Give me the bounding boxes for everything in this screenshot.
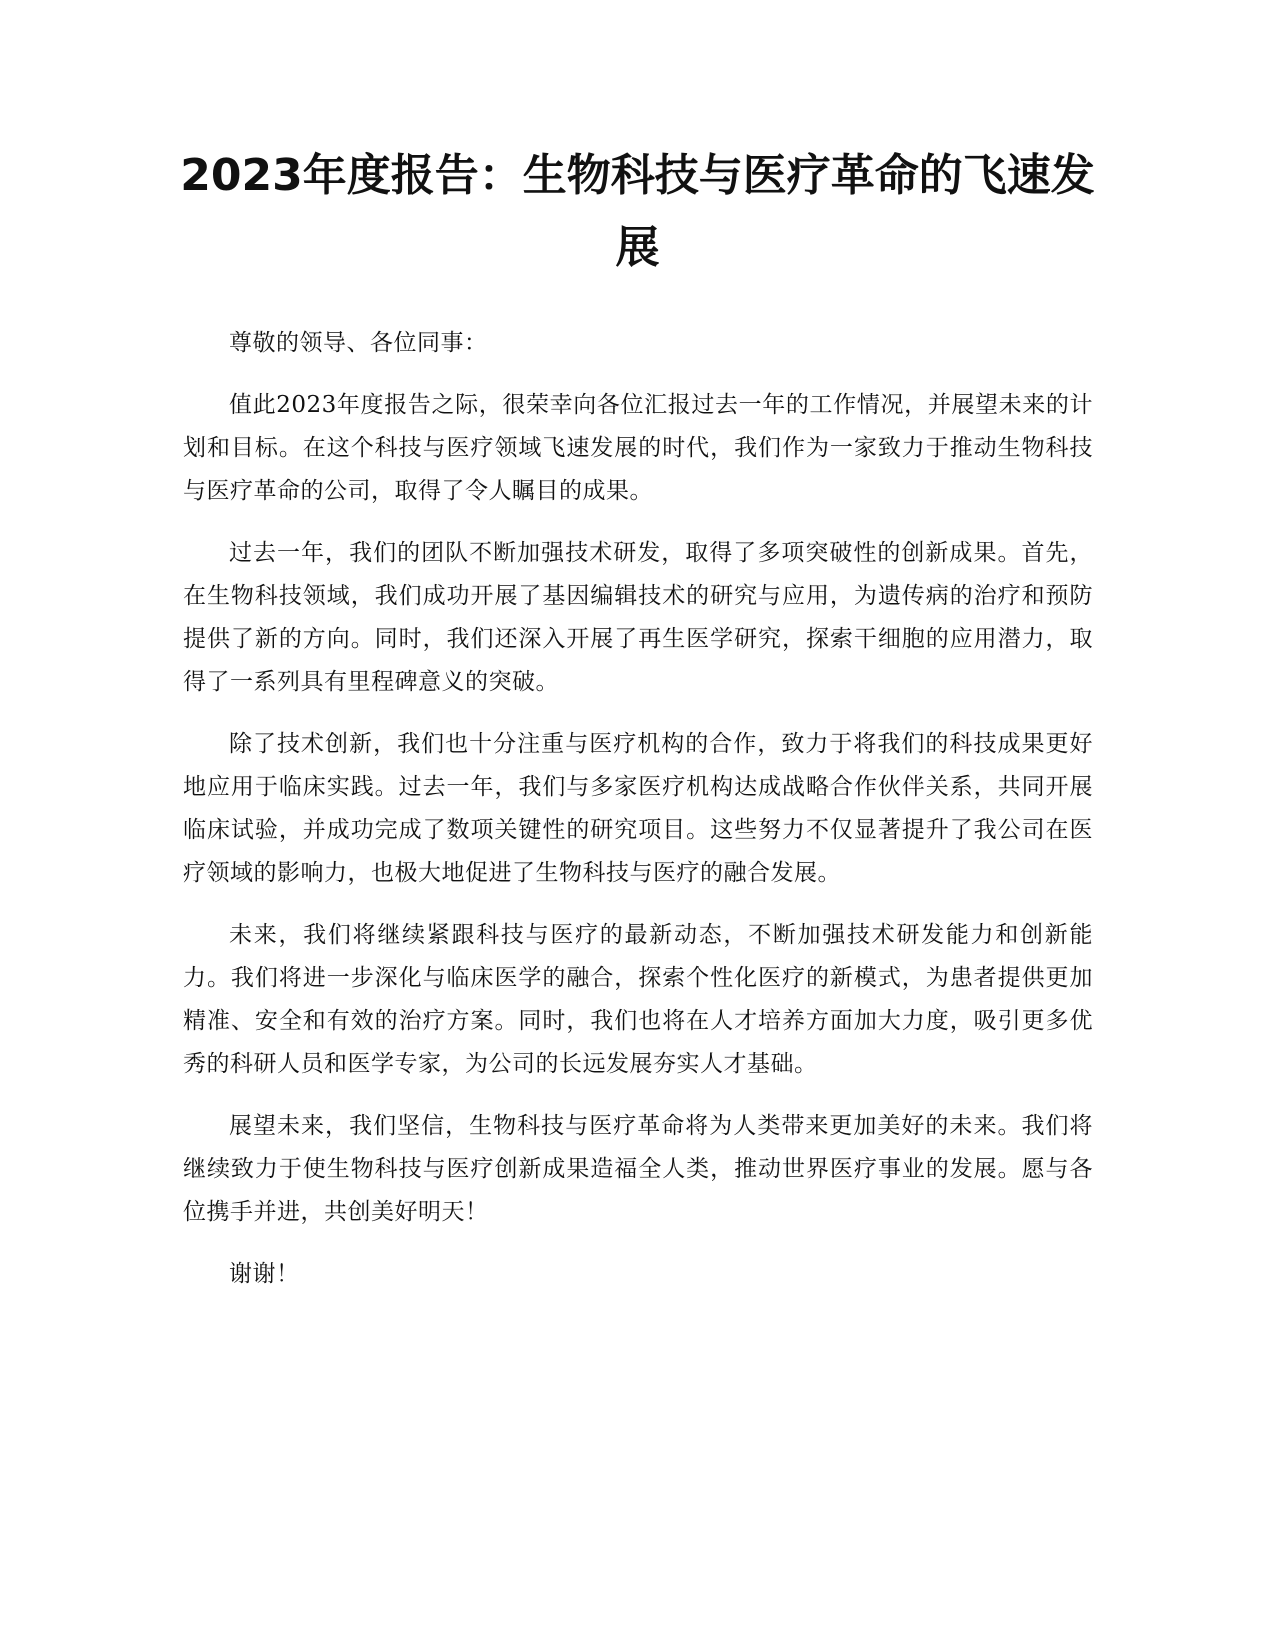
cooperation-paragraph: 除了技术创新，我们也十分注重与医疗机构的合作，致力于将我们的科技成果更好地应用于临床实践。过去一年，我们与多家医疗机构达成战略合作伙伴关系，共同开展临床试验，并成功完成了数项关键性的研究项目。这些努力不仅显著提升了我公司在医疗领域的影响力，也极大地促进了生物科技与医疗的融合发展。 [183, 731, 1093, 886]
intro-paragraph: 值此2023年度报告之际，很荣幸向各位汇报过去一年的工作情况，并展望未来的计划和目标。在这个科技与医疗领域飞速发展的时代，我们作为一家致力于推动生物科技与医疗革命的公司，取得了令人瞩目的成果。 [183, 392, 1093, 504]
thanks-paragraph: 谢谢！ [229, 1261, 300, 1287]
outlook-paragraph: 展望未来，我们坚信，生物科技与医疗革命将为人类带来更加美好的未来。我们将继续致力于使生物科技与医疗创新成果造福全人类，推动世界医疗事业的发展。愿与各位携手并进，共创美好明天！ [183, 1113, 1093, 1225]
document-body [183, 322, 1093, 1315]
research-paragraph: 过去一年，我们的团队不断加强技术研发，取得了多项突破性的创新成果。首先，在生物科技领域，我们成功开展了基因编辑技术的研究与应用，为遗传病的治疗和预防提供了新的方向。同时，我们还深入开展了再生医学研究，探索干细胞的应用潜力，取得了一系列具有里程碑意义的突破。 [183, 540, 1093, 695]
document-title: 2023年度报告：生物科技与医疗革命的飞速发展 [180, 150, 1095, 273]
salutation-paragraph: 尊敬的领导、各位同事： [229, 330, 488, 356]
future-plan-paragraph: 未来，我们将继续紧跟科技与医疗的最新动态，不断加强技术研发能力和创新能力。我们将进一步深化与临床医学的融合，探索个性化医疗的新模式，为患者提供更加精准、安全和有效的治疗方案。同时，我们也将在人才培养方面加大力度，吸引更多优秀的科研人员和医学专家，为公司的长远发展夯实人才基础。 [183, 922, 1093, 1077]
